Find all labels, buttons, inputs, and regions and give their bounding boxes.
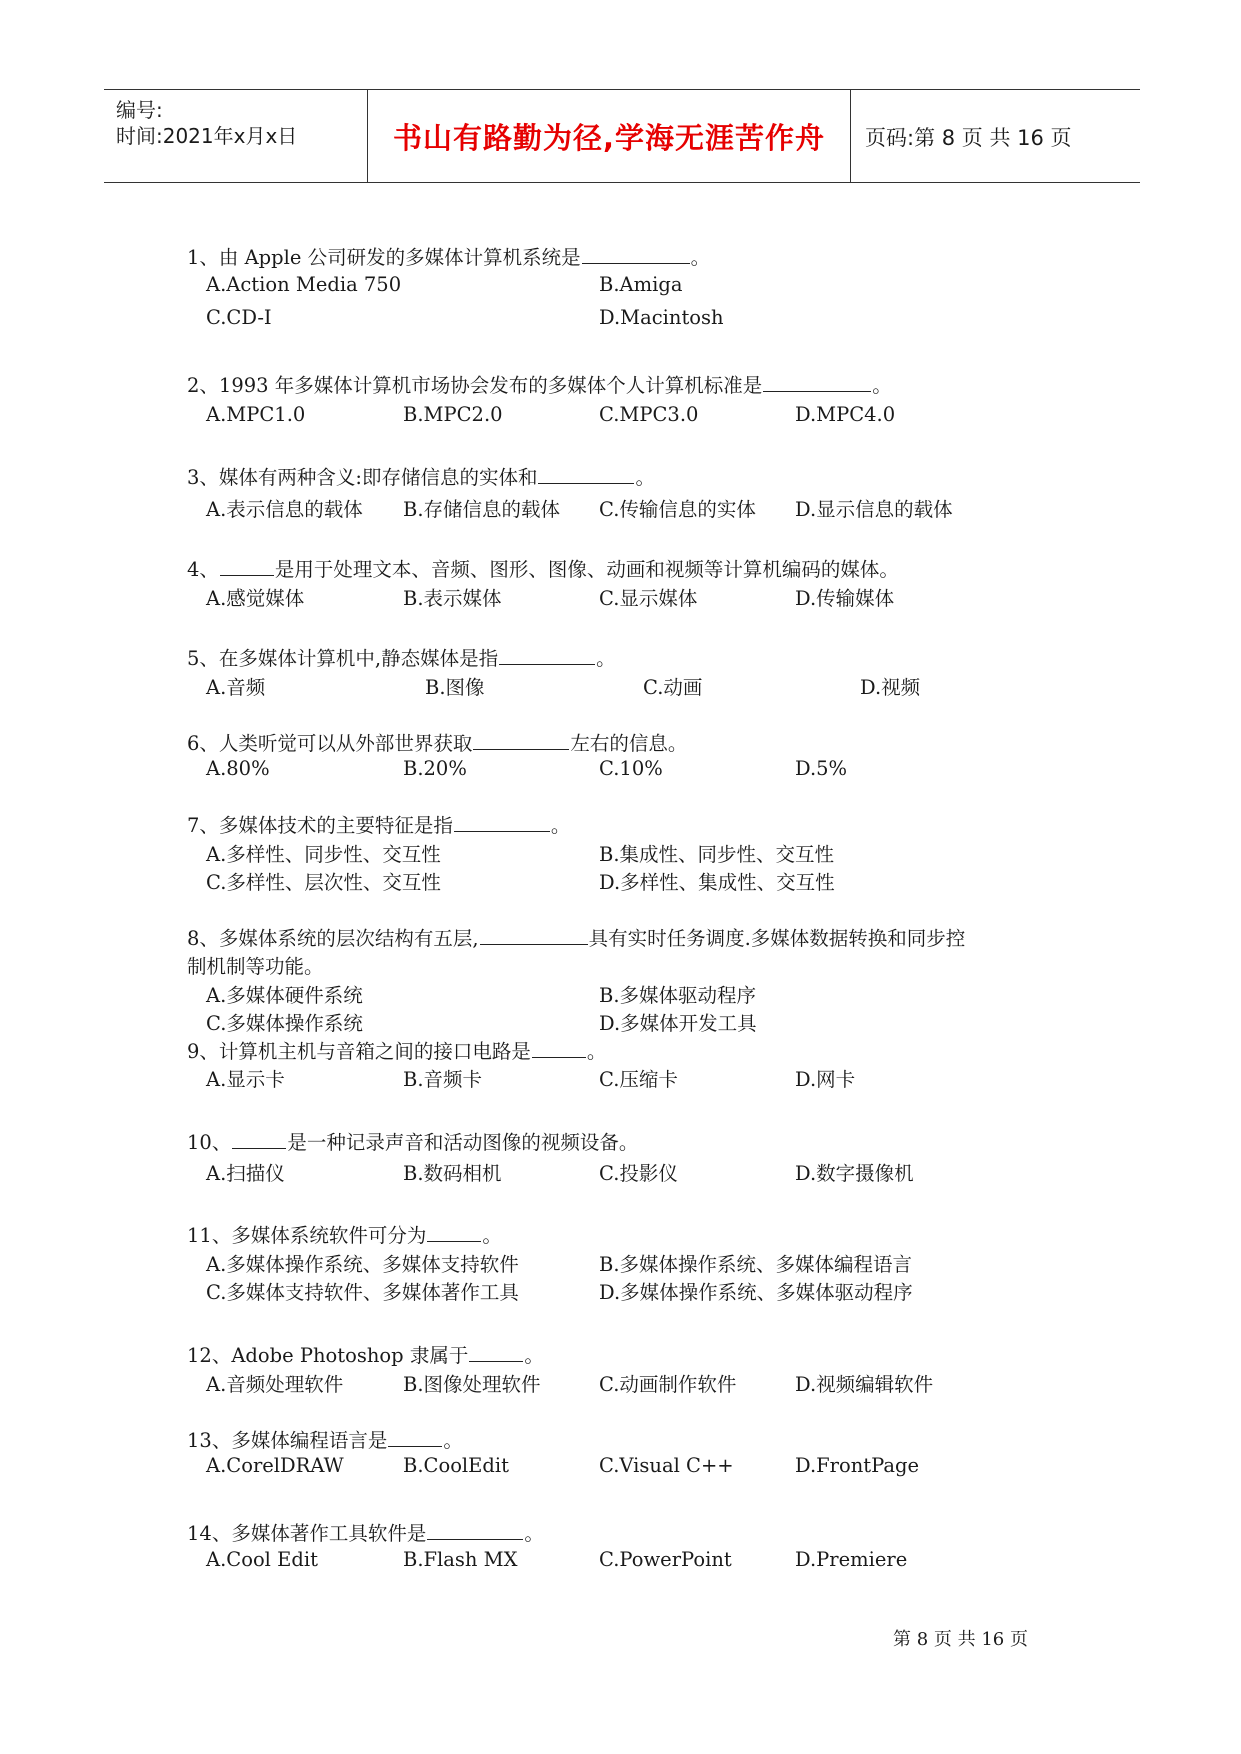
option: A.显示卡 (206, 1068, 285, 1091)
header-motto-cell (368, 90, 851, 182)
option: B.图像 (425, 676, 485, 699)
option: C.投影仪 (599, 1162, 678, 1185)
option: D.网卡 (795, 1068, 856, 1091)
answer-blank (480, 928, 588, 945)
option: A.MPC1.0 (206, 403, 306, 426)
time-label: 时间:2021年x月x日 (116, 124, 298, 148)
number-label: 编号: (116, 98, 163, 122)
option: D.数字摄像机 (795, 1162, 914, 1185)
question-10: 10、 是一种记录声音和活动图像的视频设备。 (187, 1131, 639, 1154)
option: A.感觉媒体 (206, 587, 305, 610)
option: A.多媒体操作系统、多媒体支持软件 (206, 1253, 519, 1276)
option: B.多媒体驱动程序 (599, 984, 757, 1007)
option: D.多样性、集成性、交互性 (599, 871, 835, 894)
option: C.10% (599, 757, 663, 780)
question-7: 7、多媒体技术的主要特征是指 。 (187, 814, 571, 837)
option: D.显示信息的载体 (795, 498, 953, 521)
option: A.Action Media 750 (206, 273, 402, 296)
option: C.多媒体支持软件、多媒体著作工具 (206, 1281, 519, 1304)
answer-blank (232, 1132, 286, 1149)
answer-blank (427, 1523, 523, 1540)
option: C.多样性、层次性、交互性 (206, 871, 441, 894)
option: D.MPC4.0 (795, 403, 896, 426)
answer-blank (763, 375, 871, 392)
question-2: 2、1993 年多媒体计算机市场协会发布的多媒体个人计算机标准是 。 (187, 374, 892, 397)
option: B.CoolEdit (403, 1454, 509, 1477)
answer-blank (469, 1345, 523, 1362)
option: D.FrontPage (795, 1454, 920, 1477)
answer-blank (532, 1041, 586, 1058)
question-14: 14、多媒体著作工具软件是 。 (187, 1522, 544, 1545)
option: D.Premiere (795, 1548, 908, 1571)
header-page-cell (851, 90, 1140, 182)
answer-blank (499, 648, 595, 665)
page-label: 页码:第 8 页 共 16 页 (865, 126, 1072, 150)
option: B.多媒体操作系统、多媒体编程语言 (599, 1253, 913, 1276)
option: B.表示媒体 (403, 587, 502, 610)
option: B.Amiga (599, 273, 683, 296)
option: A.多样性、同步性、交互性 (206, 843, 441, 866)
option: A.80% (206, 757, 270, 780)
question-13: 13、多媒体编程语言是 。 (187, 1429, 463, 1452)
answer-blank (388, 1430, 442, 1447)
answer-blank (582, 247, 690, 264)
option: B.Flash MX (403, 1548, 518, 1571)
option: A.Cool Edit (206, 1548, 318, 1571)
option: C.传输信息的实体 (599, 498, 756, 521)
option: B.20% (403, 757, 467, 780)
answer-blank (427, 1225, 481, 1242)
option: C.动画 (643, 676, 703, 699)
page-header (104, 89, 1140, 183)
option: A.多媒体硬件系统 (206, 984, 363, 1007)
option: B.音频卡 (403, 1068, 483, 1091)
question-4: 4、 是用于处理文本、音频、图形、图像、动画和视频等计算机编码的媒体。 (187, 558, 899, 581)
option: C.压缩卡 (599, 1068, 678, 1091)
option: A.表示信息的载体 (206, 498, 363, 521)
answer-blank (454, 815, 550, 832)
option: B.存储信息的载体 (403, 498, 561, 521)
option: A.扫描仪 (206, 1162, 285, 1185)
option: C.显示媒体 (599, 587, 698, 610)
motto: 书山有路勤为径,学海无涯苦作舟 (392, 121, 826, 155)
option: A.CorelDRAW (206, 1454, 344, 1477)
option: C.MPC3.0 (599, 403, 699, 426)
question-12: 12、Adobe Photoshop 隶属于 。 (187, 1344, 544, 1367)
option: B.集成性、同步性、交互性 (599, 843, 835, 866)
question-1: 1、由 Apple 公司研发的多媒体计算机系统是 。 (187, 246, 711, 269)
question-9: 9、计算机主机与音箱之间的接口电路是 。 (187, 1040, 607, 1063)
question-8: 8、多媒体系统的层次结构有五层, 具有实时任务调度.多媒体数据转换和同步控 (187, 927, 966, 950)
option: B.数码相机 (403, 1162, 502, 1185)
option: D.5% (795, 757, 848, 780)
option: C.多媒体操作系统 (206, 1012, 363, 1035)
option: C.Visual C++ (599, 1454, 734, 1477)
option: D.多媒体开发工具 (599, 1012, 757, 1035)
option: D.视频 (860, 676, 921, 699)
option: B.MPC2.0 (403, 403, 503, 426)
header-meta (104, 90, 368, 182)
answer-blank (473, 733, 569, 750)
question-8-cont: 制机制等功能。 (187, 955, 324, 978)
question-3: 3、媒体有两种含义:即存储信息的实体和 。 (187, 466, 655, 489)
option: A.音频处理软件 (206, 1373, 344, 1396)
option: C.CD-I (206, 306, 272, 329)
option: D.传输媒体 (795, 587, 895, 610)
option: B.图像处理软件 (403, 1373, 541, 1396)
option: C.PowerPoint (599, 1548, 732, 1571)
answer-blank (220, 559, 274, 576)
page-footer: 第 8 页 共 16 页 (893, 1629, 1028, 1650)
option: A.音频 (206, 676, 266, 699)
option: D.视频编辑软件 (795, 1373, 934, 1396)
answer-blank (538, 467, 634, 484)
option: D.多媒体操作系统、多媒体驱动程序 (599, 1281, 913, 1304)
question-11: 11、多媒体系统软件可分为 。 (187, 1224, 502, 1247)
option: D.Macintosh (599, 306, 724, 329)
option: C.动画制作软件 (599, 1373, 737, 1396)
question-6: 6、人类听觉可以从外部世界获取 左右的信息。 (187, 732, 688, 755)
question-5: 5、在多媒体计算机中,静态媒体是指 。 (187, 647, 616, 670)
